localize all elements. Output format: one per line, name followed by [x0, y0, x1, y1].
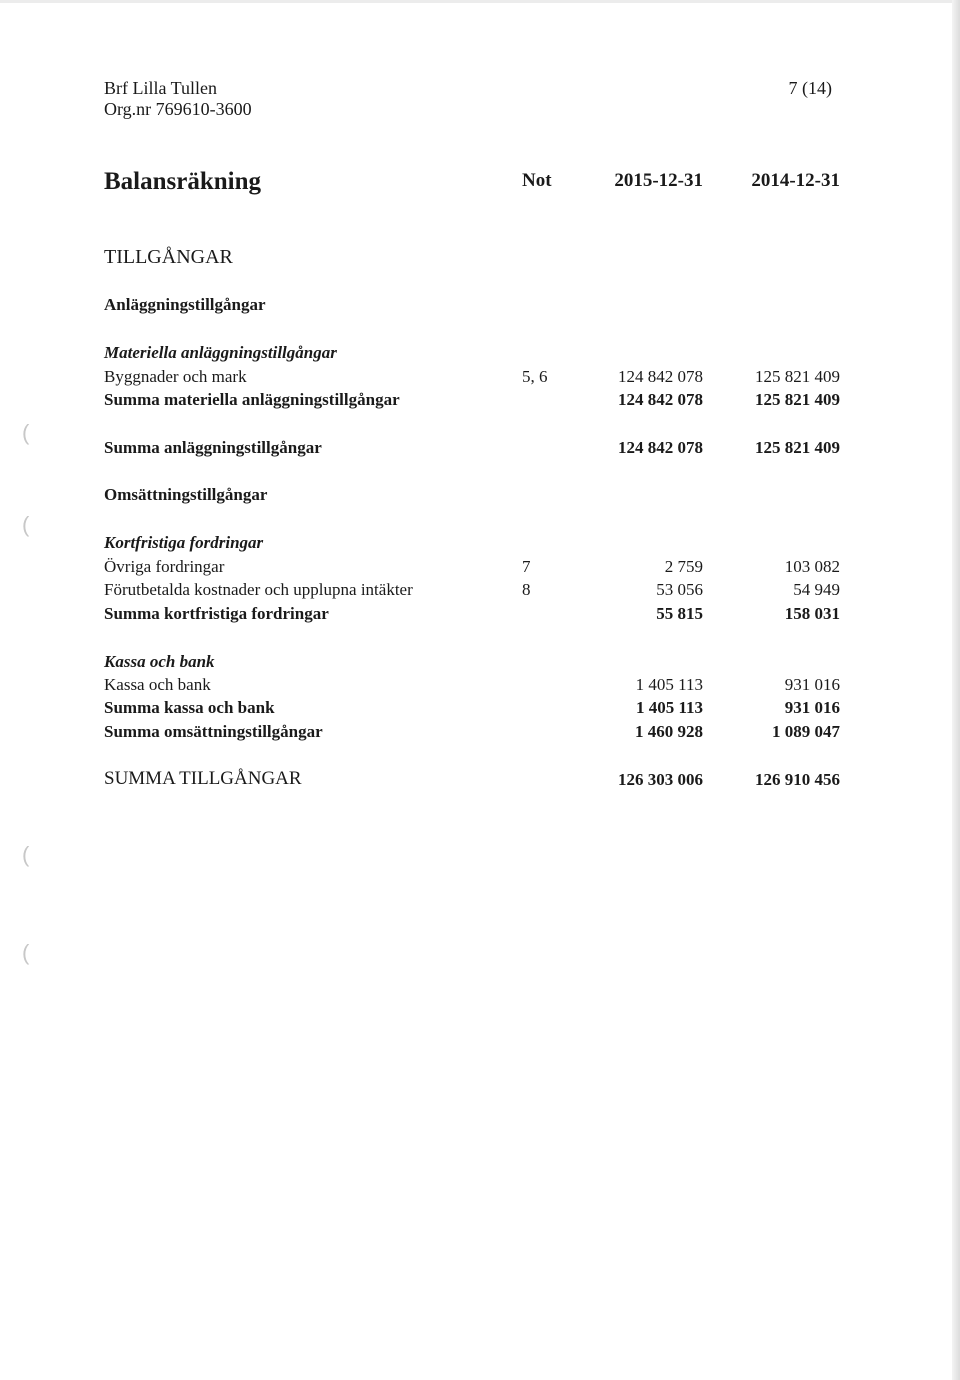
grand-total-previous-value: 126 910 456 — [755, 770, 840, 789]
sum-current-value: 55 815 — [656, 604, 703, 623]
sum-label: Summa anläggningstillgångar — [104, 438, 322, 457]
sum-current-value: 1 460 928 — [635, 722, 703, 741]
punch-hole-mark: ( — [22, 940, 30, 965]
row-note: 8 — [522, 580, 531, 599]
document-header — [104, 78, 252, 120]
row-label: Förutbetalda kostnader och upplupna intäkter — [104, 580, 413, 599]
sum-current-value: 1 405 113 — [635, 698, 703, 717]
row-note: 5, 6 — [522, 367, 548, 386]
page-number: 7 (14) — [788, 78, 832, 98]
row-previous-value: 125 821 409 — [755, 367, 840, 386]
sum-previous-value: 158 031 — [784, 604, 840, 623]
company-name: Brf Lilla Tullen — [104, 78, 218, 98]
sum-previous-value: 125 821 409 — [755, 390, 840, 409]
statement-title: Balansräkning — [104, 168, 262, 195]
column-header-note: Not — [522, 170, 552, 191]
fixed-assets-heading: Anläggningstillgångar — [104, 295, 266, 314]
tangible-assets-subheading: Materiella anläggningstillgångar — [104, 343, 337, 362]
row-current-value: 53 056 — [656, 580, 703, 599]
row-label: Kassa och bank — [104, 675, 211, 694]
receivables-subheading: Kortfristiga fordringar — [104, 533, 264, 552]
punch-hole-mark: ( — [22, 512, 30, 537]
row-previous-value: 54 949 — [793, 580, 840, 599]
scan-top-edge — [0, 0, 960, 3]
sum-current-value: 124 842 078 — [618, 390, 703, 409]
sum-label: Summa materiella anläggningstillgångar — [104, 390, 400, 409]
grand-total-current-value: 126 303 006 — [618, 770, 703, 789]
sum-current-value: 124 842 078 — [618, 438, 703, 457]
row-previous-value: 103 082 — [784, 557, 840, 576]
row-label: Byggnader och mark — [104, 367, 247, 386]
scan-page-edge — [952, 0, 960, 1380]
sum-previous-value: 125 821 409 — [755, 438, 840, 457]
column-header-previous-year: 2014-12-31 — [751, 170, 840, 191]
cash-subheading: Kassa och bank — [104, 652, 215, 671]
column-header-current-year: 2015-12-31 — [614, 170, 703, 191]
row-note: 7 — [522, 557, 531, 576]
row-label: Övriga fordringar — [104, 557, 225, 576]
punch-hole-mark: ( — [22, 420, 30, 445]
row-current-value: 2 759 — [664, 557, 703, 576]
row-current-value: 124 842 078 — [618, 367, 703, 386]
sum-previous-value: 1 089 047 — [772, 722, 840, 741]
sum-label: Summa omsättningstillgångar — [104, 722, 323, 741]
punch-hole-mark: ( — [22, 842, 30, 867]
row-current-value: 1 405 113 — [635, 675, 703, 694]
sum-previous-value: 931 016 — [784, 698, 840, 717]
sum-label: Summa kortfristiga fordringar — [104, 604, 329, 623]
current-assets-heading: Omsättningstillgångar — [104, 485, 268, 504]
assets-heading: TILLGÅNGAR — [104, 246, 233, 268]
grand-total-label: SUMMA TILLGÅNGAR — [104, 768, 302, 789]
sum-label: Summa kassa och bank — [104, 698, 275, 717]
row-previous-value: 931 016 — [784, 675, 840, 694]
org-number: Org.nr 769610-3600 — [104, 99, 252, 119]
